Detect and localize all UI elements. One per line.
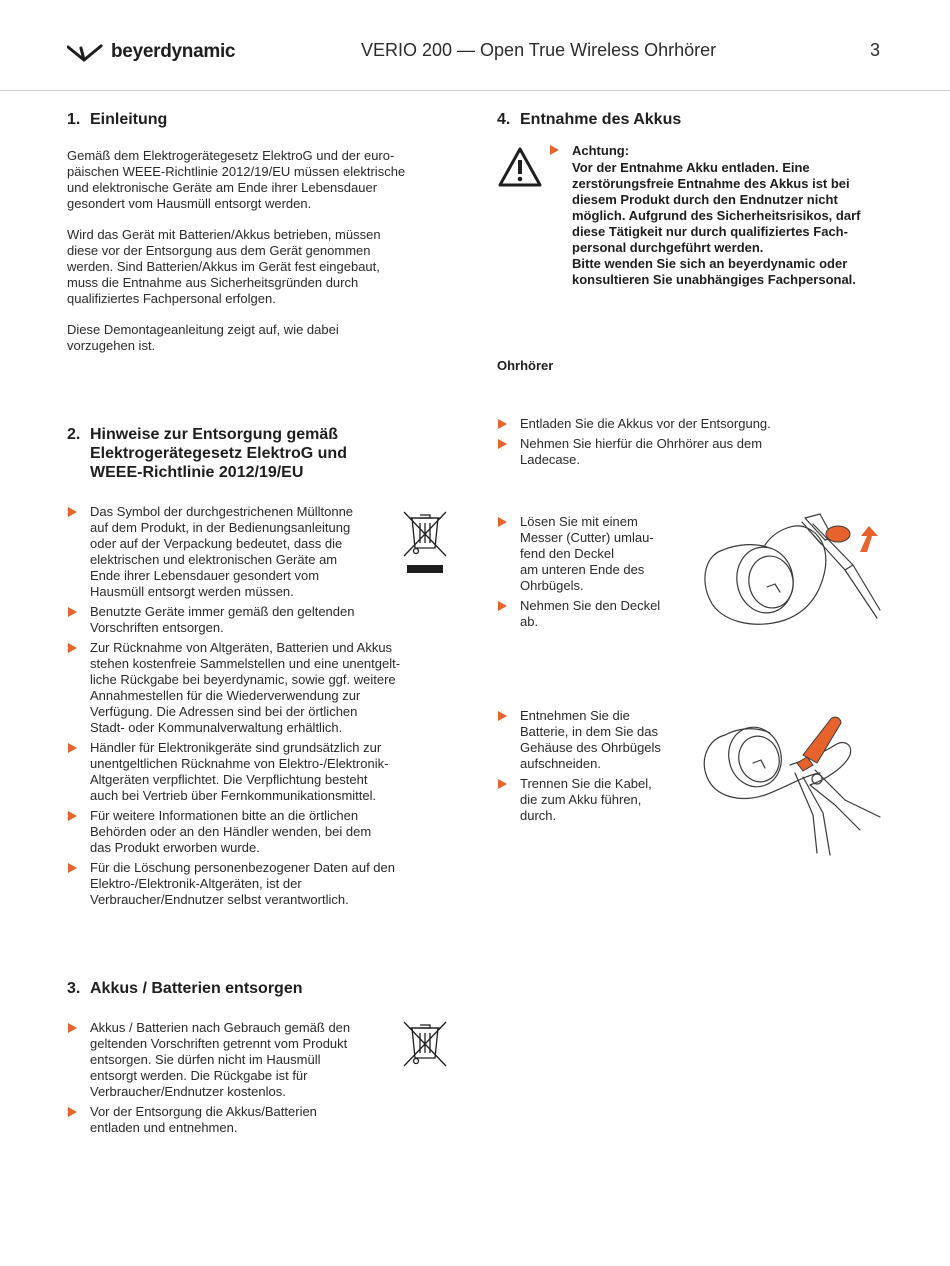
bullet-arrow-icon bbox=[68, 811, 77, 821]
bullet-arrow-icon bbox=[498, 517, 507, 527]
discharge-steps-list bbox=[497, 416, 827, 472]
bullet-arrow-icon bbox=[498, 439, 507, 449]
bullet-arrow-icon bbox=[68, 743, 77, 753]
bullet-arrow-icon bbox=[550, 145, 559, 155]
intro-paragraph-1: Gemäß dem Elektrogerätegesetz ElektroG und der euro- päischen WEEE-Richtlinie 2012/19/EU müssen elektrische und elektronische Geräte am Ende ihrer Lebensdauer gesondert vom Hausmüll entsorgt werden. bbox=[67, 148, 406, 211]
intro-paragraph-2: Wird das Gerät mit Batterien/Akkus betrieben, müssen diese vor der Entsorgung aus dem Gerät genommen werden. Sind Batterien/Akkus im Gerät fest eingebaut, muss die Entnahme aus Sicherheitsgründen durch qualifiziertes Fachpersonal erfolgen. bbox=[67, 227, 381, 306]
list-item: Vor der Entsorgung die Akkus/Batterien entladen und entnehmen. bbox=[67, 1104, 447, 1136]
section-title: Akkus / Batterien entsorgen bbox=[90, 980, 303, 997]
page-number: 3 bbox=[870, 40, 881, 60]
crossed-out-bin-with-bar-icon bbox=[402, 510, 448, 576]
earbud-cover-removal-illustration bbox=[695, 510, 885, 635]
crossed-out-bin-icon bbox=[402, 1020, 448, 1070]
brand-name: beyerdynamic bbox=[111, 41, 236, 62]
section-3-heading bbox=[67, 979, 447, 999]
bullet-arrow-icon bbox=[68, 643, 77, 653]
section-number: 3. bbox=[67, 980, 81, 997]
list-item: Für die Löschung personenbezogener Daten auf den Elektro-/Elektronik-Altgeräten, ist der Verbraucher/Endnutzer selbst verantwortlich. bbox=[67, 860, 447, 908]
bullet-arrow-icon bbox=[68, 507, 77, 517]
section-number: 4. bbox=[497, 111, 511, 128]
section-title: Entnahme des Akkus bbox=[520, 111, 682, 128]
battery-removal-steps-list bbox=[497, 708, 687, 828]
page-header bbox=[0, 0, 950, 91]
bullet-arrow-icon bbox=[68, 1107, 77, 1117]
section-number: 1. bbox=[67, 111, 81, 128]
bullet-arrow-icon bbox=[498, 779, 507, 789]
list-item: Entnehmen Sie die Batterie, in dem Sie das Gehäuse des Ohrbügels aufschneiden. bbox=[497, 708, 687, 772]
document-title: VERIO 200 — Open True Wireless Ohrhörer bbox=[361, 40, 717, 60]
bullet-arrow-icon bbox=[498, 601, 507, 611]
bullet-arrow-icon bbox=[68, 863, 77, 873]
list-item: Akkus / Batterien nach Gebrauch gemäß den geltenden Vorschriften getrennt vom Produkt entsorgen. Sie dürfen nicht im Hausmüll entsorgt werden. Die Rückgabe ist für Verbraucher/Endnutzer kostenlos. bbox=[67, 1020, 447, 1100]
bullet-arrow-icon bbox=[68, 1023, 77, 1033]
bullet-arrow-icon bbox=[68, 607, 77, 617]
battery-disposal-list bbox=[67, 1020, 447, 1140]
disposal-notes-list bbox=[67, 504, 447, 912]
list-item: Lösen Sie mit einem Messer (Cutter) umlau- fend den Deckel am unteren Ende des Ohrbügels. bbox=[497, 514, 687, 594]
list-item: Benutzte Geräte immer gemäß den geltenden Vorschriften entsorgen. bbox=[67, 604, 447, 636]
list-item: Nehmen Sie den Deckel ab. bbox=[497, 598, 687, 630]
warning-label: Achtung: bbox=[572, 143, 630, 158]
list-item: Händler für Elektronikgeräte sind grundsätzlich zur unentgeltlichen Rücknahme von Elektro-/Elektronik- Altgeräten verpflichtet. Die Verpflichtung besteht auch bei Vertrieb über Fernkommunikationsmittel. bbox=[67, 740, 447, 804]
intro-paragraph-3: Diese Demontageanleitung zeigt auf, wie dabei vorzugehen ist. bbox=[67, 322, 339, 353]
warning-triangle-icon bbox=[497, 146, 543, 188]
section-title: Hinweise zur Entsorgung gemäß Elektrogerätegesetz ElektroG und WEEE-Richtlinie 2012/19/EU bbox=[90, 426, 347, 481]
list-item: Für weitere Informationen bitte an die örtlichen Behörden oder an den Händler wenden, bei dem das Produkt erworben wurde. bbox=[67, 808, 447, 856]
warning-text: Vor der Entnahme Akku entladen. Eine zerstörungsfreie Entnahme des Akkus ist bei diesem Produkt durch den Endnutzer nicht möglich. Aufgrund des Sicherheitsrisikos, darf diese Tätigkeit nur durch qualifiziertes Fach- personal durchgeführt werden. Bitte wenden Sie sich an beyerdynamic oder konsultieren Sie unabhängiges Fachpersonal. bbox=[572, 160, 861, 287]
section-4-heading bbox=[497, 110, 877, 130]
section-1-heading bbox=[67, 110, 447, 130]
section-2-heading bbox=[67, 425, 447, 485]
bullet-arrow-icon bbox=[498, 711, 507, 721]
list-item: Zur Rücknahme von Altgeräten, Batterien und Akkus stehen kostenfreie Sammelstellen und eine unentgelt- liche Rückgabe bei beyerdynamic, sowie ggf. weitere Annahmestellen für die Wiederverwendung zur Verfügung. Die Adressen sind bei der örtlichen Stadt- oder Kommunalverwaltung erhältlich. bbox=[67, 640, 447, 736]
battery-extraction-illustration bbox=[695, 705, 885, 860]
section-title: Einleitung bbox=[90, 111, 168, 128]
list-item: Das Symbol der durchgestrichenen Mülltonne auf dem Produkt, in der Bedienungsanleitung oder auf der Verpackung bedeutet, dass die elektrischen und elektronischen Geräte am Ende ihrer Lebensdauer gesondert vom Hausmüll entsorgt werden müssen. bbox=[67, 504, 447, 600]
bullet-arrow-icon bbox=[498, 419, 507, 429]
subheading-earbuds: Ohrhörer bbox=[497, 358, 554, 373]
list-item: Trennen Sie die Kabel, die zum Akku führen, durch. bbox=[497, 776, 687, 824]
section-number: 2. bbox=[67, 426, 81, 443]
cover-removal-steps-list bbox=[497, 514, 687, 634]
list-item: Entladen Sie die Akkus vor der Entsorgung. bbox=[497, 416, 827, 432]
beyerdynamic-logo-icon bbox=[67, 44, 103, 62]
list-item: Nehmen Sie hierfür die Ohrhörer aus dem Ladecase. bbox=[497, 436, 827, 468]
